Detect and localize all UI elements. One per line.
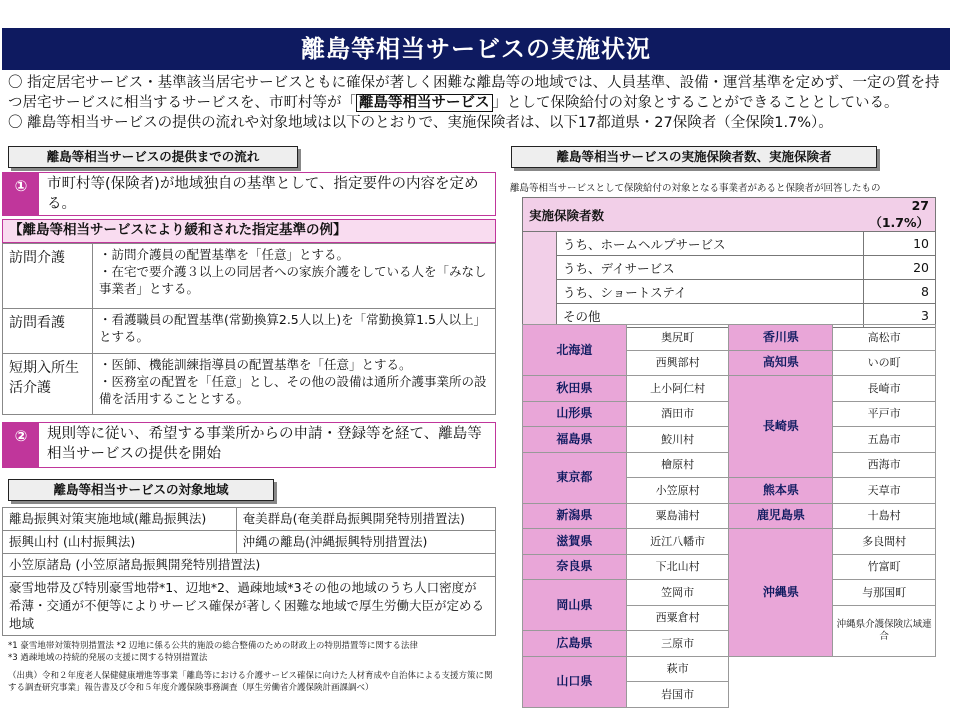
municipality-cell: 天草市	[833, 478, 936, 504]
municipality-cell: 奥尻町	[626, 325, 729, 351]
municipality-cell: 沖縄県介護保険広域連合	[833, 605, 936, 656]
municipality-cell: 長崎市	[833, 376, 936, 402]
table-cell: うち、ショートステイ	[557, 280, 864, 304]
municipality-cell: 小笠原村	[626, 478, 729, 504]
step-1-text: 市町村等(保険者)が地域独自の基準として、指定要件の内容を定める。	[39, 173, 495, 215]
table-cell: 20	[863, 256, 935, 280]
criteria-label: 訪問介護	[3, 244, 93, 308]
footnote: *3 過疎地域の持続的発展の支援に関する特別措置法	[8, 653, 208, 663]
table-cell: 8	[863, 280, 935, 304]
municipality-cell: 高松市	[833, 325, 936, 351]
table-row	[523, 325, 936, 351]
municipality-cell: 多良間村	[833, 529, 936, 555]
table-row	[523, 256, 936, 280]
table-row	[523, 280, 936, 304]
table-row	[523, 503, 936, 529]
table-cell: うち、デイサービス	[557, 256, 864, 280]
empty-cell	[833, 656, 936, 707]
municipality-cell: 西興部村	[626, 350, 729, 376]
prefecture-cell: 鹿児島県	[729, 503, 833, 529]
table-row	[523, 529, 936, 555]
prefecture-cell: 広島県	[523, 631, 627, 657]
criteria-line: ・在宅で要介護３以上の同居者への家族介護をしている人を「みなし事業者」とする。	[99, 264, 487, 296]
municipality-cell: 粟島浦村	[626, 503, 729, 529]
prefecture-cell: 沖縄県	[729, 529, 833, 657]
total-value: 27（1.7%）	[863, 198, 935, 232]
footnotes	[8, 640, 498, 664]
flow-heading: 離島等相当サービスの提供までの流れ	[8, 146, 298, 168]
table-cell: うち、ホームヘルプサービス	[557, 232, 864, 256]
criteria-line: ・訪問介護員の配置基準を「任意」とする。	[99, 247, 350, 262]
municipality-cell: 鮫川村	[626, 427, 729, 453]
step-1-box	[2, 172, 496, 216]
municipality-cell: 与那国町	[833, 580, 936, 606]
prefecture-cell: 山口県	[523, 656, 627, 707]
prefecture-cell: 奈良県	[523, 554, 627, 580]
criteria-row	[2, 353, 496, 415]
prefecture-cell: 福島県	[523, 427, 627, 453]
municipality-cell: 西粟倉村	[626, 605, 729, 631]
municipality-cell: 近江八幡市	[626, 529, 729, 555]
insurers-note: 離島等相当サービスとして保険給付の対象となる事業者があると保険者が回答したもの	[510, 183, 881, 194]
step-2-number: ②	[3, 423, 39, 467]
source-note: （出典）令和２年度老人保健健康増進等事業「離島等における介護サービス確保に向けた人材育成や自治体による支援方策に関する調査研究事業」報告書及び令和５年度介護保険事務調査（厚生労働省介護保険計画課調べ）	[8, 671, 493, 693]
intro-p1-pre: 〇 指定居宅サービス・基準該当居宅サービスともに確保が著しく困難な離島等の地域では、人員基準、設備・運営基準を定めず、一定の質を持つ居宅サービスに相当するサービスを、市町村等が「	[8, 75, 940, 111]
table-cell: 奄美群島(奄美群島振興開発特別措置法)	[236, 508, 495, 531]
prefecture-cell: 岡山県	[523, 580, 627, 631]
areas-heading: 離島等相当サービスの対象地域	[8, 479, 274, 501]
criteria-body	[93, 244, 495, 308]
criteria-label: 訪問看護	[3, 309, 93, 353]
criteria-line: ・看護職員の配置基準(常勤換算2.5人以上)を「常勤換算1.5人以上」とする。	[99, 312, 487, 344]
criteria-row	[2, 308, 496, 354]
intro-p1-post: 」として保険給付の対象とすることができることとしている。	[492, 95, 899, 111]
prefecture-cell: 山形県	[523, 401, 627, 427]
table-cell: その他	[557, 304, 864, 328]
intro-paragraph-2: 〇 離島等相当サービスの提供の流れや対象地域は以下のとおりで、実施保険者は、以下17都道県・27保険者（全保険1.7%）。	[8, 115, 833, 131]
step-1-number: ①	[3, 173, 39, 215]
insurers-heading: 離島等相当サービスの実施保険者数、実施保険者	[511, 146, 877, 168]
table-cell: 離島振興対策実施地域(離島振興法)	[3, 508, 237, 531]
municipality-cell: いの町	[833, 350, 936, 376]
insurer-count-table	[522, 197, 936, 328]
municipality-cell: 酒田市	[626, 401, 729, 427]
criteria-body	[93, 354, 495, 414]
criteria-heading: 【離島等相当サービスにより緩和された指定基準の例】	[2, 219, 496, 243]
table-row	[523, 198, 936, 232]
table-cell: 3	[863, 304, 935, 328]
municipality-cell: 三原市	[626, 631, 729, 657]
page-title: 離島等相当サービスの実施状況	[2, 28, 950, 70]
prefecture-cell: 秋田県	[523, 376, 627, 402]
municipality-cell: 竹富町	[833, 554, 936, 580]
municipality-cell: 岩国市	[626, 682, 729, 708]
insurers-table	[522, 324, 936, 708]
prefecture-cell: 香川県	[729, 325, 833, 351]
table-cell: 小笠原諸島 (小笠原諸島振興開発特別措置法)	[3, 554, 496, 577]
prefecture-cell: 北海道	[523, 325, 627, 376]
criteria-line: ・医師、機能訓練指導員の配置基準を「任意」とする。	[99, 357, 412, 372]
municipality-cell: 上小阿仁村	[626, 376, 729, 402]
total-label: 実施保険者数	[523, 198, 864, 232]
prefecture-cell: 熊本県	[729, 478, 833, 504]
table-row	[3, 554, 496, 577]
table-row	[3, 508, 496, 531]
criteria-label: 短期入所生活介護	[3, 354, 93, 414]
prefecture-cell: 東京都	[523, 452, 627, 503]
municipality-cell: 西海市	[833, 452, 936, 478]
municipality-cell: 檜原村	[626, 452, 729, 478]
table-cell: 沖縄の離島(沖縄振興特別措置法)	[236, 531, 495, 554]
criteria-line: ・医務室の配置を「任意」とし、その他の設備は通所介護事業所の設備を活用することとする。	[99, 374, 487, 406]
intro-paragraph-1	[8, 73, 953, 113]
table-cell: 豪雪地帯及び特別豪雪地帯*1、辺地*2、過疎地域*3その他の地域のうち人口密度が希薄・交通が不便等によりサービス確保が著しく困難な地域で厚生労働大臣が定める地域	[3, 577, 496, 636]
indent-cell	[523, 232, 557, 328]
prefecture-cell: 滋賀県	[523, 529, 627, 555]
table-row	[523, 232, 936, 256]
table-row	[3, 531, 496, 554]
table-cell: 10	[863, 232, 935, 256]
municipality-cell: 笠岡市	[626, 580, 729, 606]
municipality-cell: 十島村	[833, 503, 936, 529]
intro-text	[8, 73, 953, 133]
municipality-cell: 萩市	[626, 656, 729, 682]
table-row	[3, 577, 496, 636]
criteria-body	[93, 309, 495, 353]
empty-cell	[729, 656, 833, 707]
intro-p1-highlight: 離島等相当サービス	[356, 94, 493, 112]
areas-table	[2, 507, 496, 636]
prefecture-cell: 高知県	[729, 350, 833, 376]
municipality-cell: 平戸市	[833, 401, 936, 427]
criteria-row	[2, 243, 496, 309]
table-cell: 振興山村 (山村振興法)	[3, 531, 237, 554]
footnote: *1 豪雪地帯対策特別措置法 *2 辺地に係る公共的施設の総合整備のための財政上の特別措置等に関する法律	[8, 641, 418, 651]
table-row	[523, 376, 936, 402]
prefecture-cell: 長崎県	[729, 376, 833, 478]
prefecture-cell: 新潟県	[523, 503, 627, 529]
municipality-cell: 五島市	[833, 427, 936, 453]
step-2-box	[2, 422, 496, 468]
step-2-text: 規則等に従い、希望する事業所からの申請・登録等を経て、離島等相当サービスの提供を開始	[39, 423, 495, 467]
municipality-cell: 下北山村	[626, 554, 729, 580]
table-row	[523, 656, 936, 682]
